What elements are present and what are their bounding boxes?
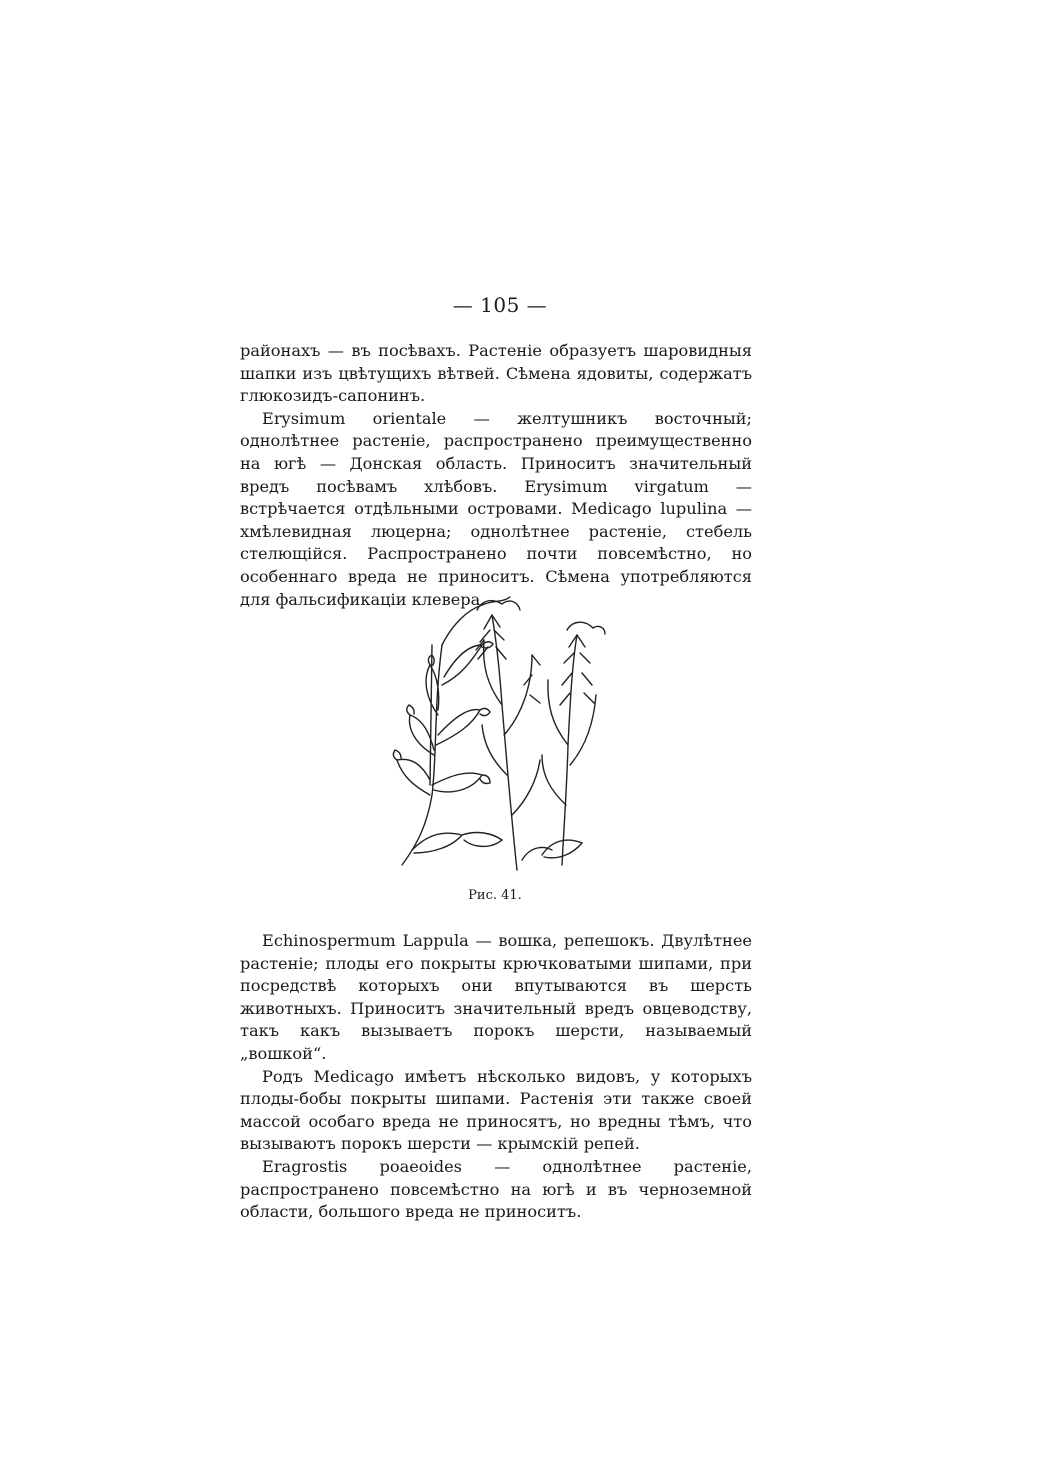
paragraph-echinospermum: Echinospermum Lappula — вошка, репешокъ. Двулѣтнее растеніе; плоды его покрыты крючковатыми шипами, при посредствѣ которыхъ они впутываются въ шерсть животныхъ. Приноситъ значительный вредъ овцеводству, такъ какъ вызываетъ порокъ шерсти, называемый „вошкой“.	[240, 931, 752, 1063]
bottom-text-block	[240, 930, 752, 1224]
paragraph-medicago: Родъ Medicago имѣетъ нѣсколько видовъ, у которыхъ плоды-бобы покрыты шипами. Растенія эти также своей массой особаго вреда не приносятъ, но вредны тѣмъ, что вызываютъ порокъ шерсти — крымскій репей.	[240, 1066, 752, 1154]
page-number: — 105 —	[452, 293, 548, 317]
figure-caption: Рис. 41.	[468, 888, 522, 903]
plant-illustration	[372, 585, 622, 875]
paragraph-erysimum: Erysimum orientale — желтушникъ восточный; однолѣтнее растеніе, распространено преимущественно на югѣ — Донская область. Приноситъ значительный вредъ посѣвамъ хлѣбовъ. Erysimum virgatum — встрѣчается отдѣльными островами. Medicago lupulina — хмѣлевидная люцерна; однолѣтнее растеніе, стебель стелющійся. Распространено почти повсемѣстно, но особеннаго вреда не приноситъ. Сѣмена употребляются для фальсификаціи клевера.	[240, 408, 752, 609]
top-text-block	[240, 340, 752, 611]
plant-drawing	[372, 585, 622, 875]
paragraph-continuation: районахъ — въ посѣвахъ. Растеніе образуетъ шаровидныя шапки изъ цвѣтущихъ вѣтвей. Сѣмена ядовиты, содержатъ глюкозидъ-сапонинъ.	[240, 341, 752, 406]
paragraph-eragrostis: Eragrostis poaeoides — однолѣтнее растеніе, распространено повсемѣстно на югѣ и въ черноземной области, большого вреда не приноситъ.	[240, 1156, 752, 1222]
